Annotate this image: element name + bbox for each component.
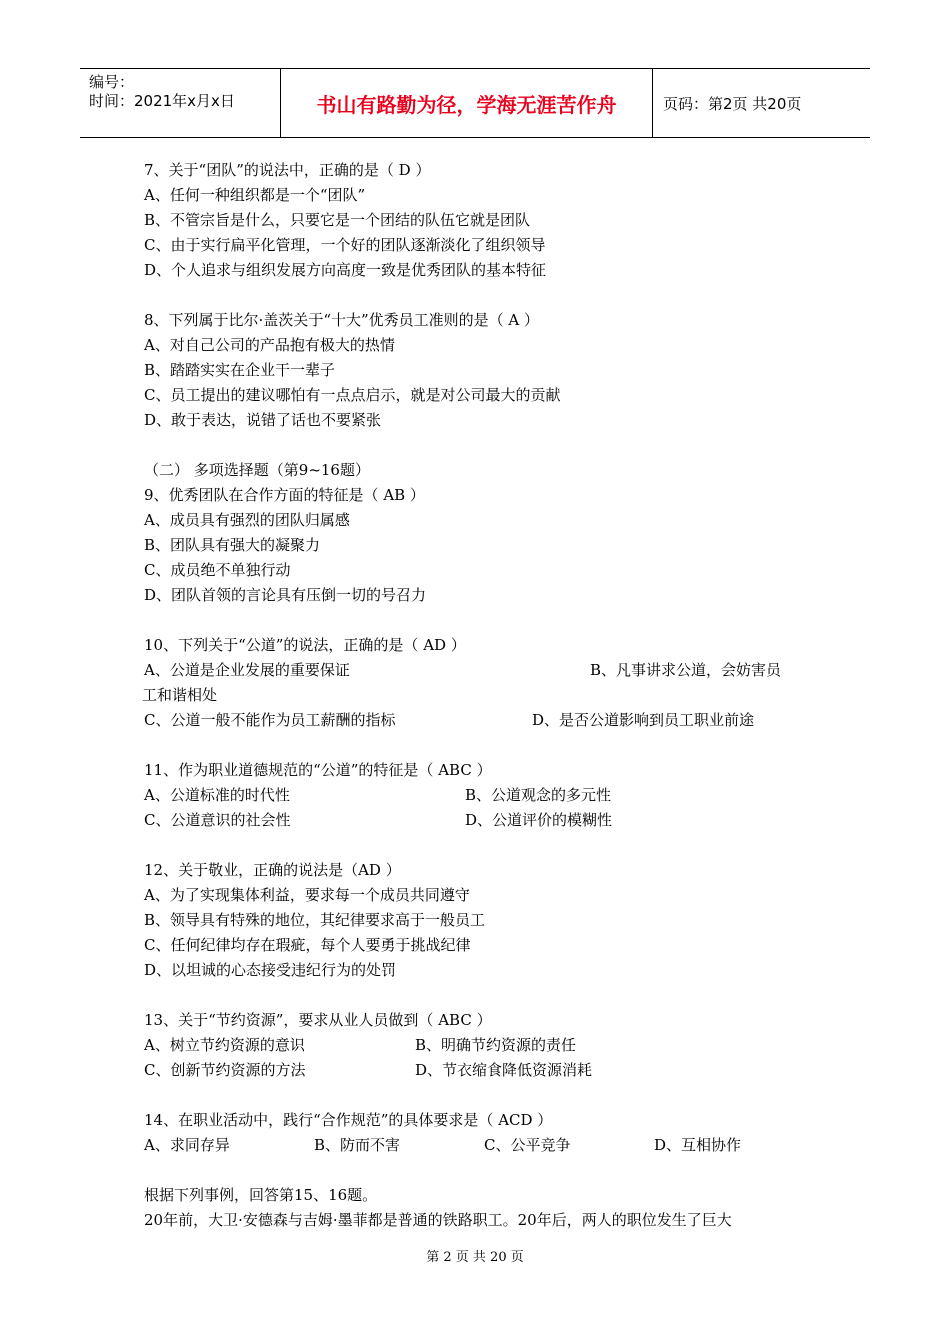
question-14-option-c: C、公平竞争 — [484, 1136, 571, 1154]
question-9-option-d: D、团队首领的言论具有压倒一切的号召力 — [144, 586, 427, 604]
header-left-cell — [80, 69, 281, 137]
case-text: 20年前，大卫·安德森与吉姆·墨菲都是普通的铁路职工。20年后，两人的职位发生了巨大 — [144, 1211, 732, 1229]
question-8-option-b: B、踏踏实实在企业干一辈子 — [144, 361, 336, 379]
question-11-option-c: C、公道意识的社会性 — [144, 811, 291, 829]
question-10-option-d: D、是否公道影响到员工职业前途 — [532, 711, 755, 729]
page-footer: 第 2 页 共 20 页 — [426, 1250, 524, 1265]
question-9-stem: 9、优秀团队在合作方面的特征是（ AB ） — [144, 486, 425, 504]
question-9-option-c: C、成员绝不单独行动 — [144, 561, 291, 579]
question-14-option-d: D、互相协作 — [654, 1136, 742, 1154]
question-7-option-d: D、个人追求与组织发展方向高度一致是优秀团队的基本特征 — [144, 261, 547, 279]
question-12-option-b: B、领导具有特殊的地位，其纪律要求高于一般员工 — [144, 911, 486, 929]
question-9-option-b: B、团队具有强大的凝聚力 — [144, 536, 321, 554]
question-14-row-options — [144, 1133, 814, 1158]
question-12-option-d: D、以坦诚的心态接受违纪行为的处罚 — [144, 961, 397, 979]
question-11-stem: 11、作为职业道德规范的“公道”的特征是（ ABC ） — [144, 761, 492, 779]
date-label: 时间：2021年x月x日 — [89, 92, 235, 110]
question-7-option-a: A、任何一种组织都是一个“团队” — [144, 186, 366, 204]
question-7-stem: 7、关于“团队”的说法中，正确的是（ D ） — [144, 161, 431, 179]
question-8-stem: 8、下列属于比尔·盖茨关于“十大”优秀员工准则的是（ A ） — [144, 311, 540, 329]
question-11-option-d: D、公道评价的模糊性 — [465, 811, 613, 829]
question-10-row-cd — [144, 708, 814, 733]
question-11-row-cd — [144, 808, 814, 833]
section-heading: （二） 多项选择题（第9~16题） — [144, 461, 370, 479]
header-page-info: 页码：第2页 共20页 — [663, 94, 802, 113]
question-9-option-a: A、成员具有强烈的团队归属感 — [144, 511, 350, 529]
question-12-stem: 12、关于敬业，正确的说法是（AD ） — [144, 861, 401, 879]
page-header — [80, 68, 870, 138]
question-10-row-ab — [144, 658, 814, 683]
question-13-option-b: B、明确节约资源的责任 — [415, 1036, 577, 1054]
question-10-option-b-continued — [144, 683, 814, 708]
question-7-option-c: C、由于实行扁平化管理，一个好的团队逐渐淡化了组织领导 — [144, 236, 546, 254]
document-body — [144, 158, 814, 1233]
question-14-stem: 14、在职业活动中，践行“合作规范”的具体要求是（ ACD ） — [144, 1111, 553, 1129]
question-13-row-ab — [144, 1033, 814, 1058]
question-8-option-c: C、员工提出的建议哪怕有一点点启示，就是对公司最大的贡献 — [144, 386, 561, 404]
question-13-option-d: D、节衣缩食降低资源消耗 — [415, 1061, 593, 1079]
question-11-option-a: A、公道标准的时代性 — [144, 786, 290, 804]
question-11-row-ab — [144, 783, 814, 808]
question-13-row-cd — [144, 1058, 814, 1083]
question-8-option-d: D、敢于表达，说错了话也不要紧张 — [144, 411, 382, 429]
question-13-stem: 13、关于“节约资源”，要求从业人员做到（ ABC ） — [144, 1011, 492, 1029]
question-10-option-b: B、凡事讲求公道，会妨害员 — [590, 661, 782, 679]
question-11-option-b: B、公道观念的多元性 — [465, 786, 612, 804]
question-12-option-a: A、为了实现集体利益，要求每一个成员共同遵守 — [144, 886, 470, 904]
question-10-stem: 10、下列关于“公道”的说法，正确的是（ AD ） — [144, 636, 466, 654]
question-14-option-a: A、求同存异 — [144, 1136, 230, 1154]
question-10-option-a: A、公道是企业发展的重要保证 — [144, 661, 350, 679]
question-10-option-c: C、公道一般不能作为员工薪酬的指标 — [144, 711, 396, 729]
question-8-option-a: A、对自己公司的产品抱有极大的热情 — [144, 336, 395, 354]
question-14-option-b: B、防而不害 — [314, 1136, 401, 1154]
header-motto: 书山有路勤为径，学海无涯苦作舟 — [281, 69, 653, 137]
question-13-option-a: A、树立节约资源的意识 — [144, 1036, 305, 1054]
question-12-option-c: C、任何纪律均存在瑕疵，每个人要勇于挑战纪律 — [144, 936, 471, 954]
question-13-option-c: C、创新节约资源的方法 — [144, 1061, 306, 1079]
question-10-option-b-wrap: 工和谐相处 — [142, 686, 218, 704]
number-label: 编号： — [89, 73, 135, 91]
question-7-option-b: B、不管宗旨是什么，只要它是一个团结的队伍它就是团队 — [144, 211, 531, 229]
case-intro: 根据下列事例，回答第15、16题。 — [144, 1186, 378, 1204]
